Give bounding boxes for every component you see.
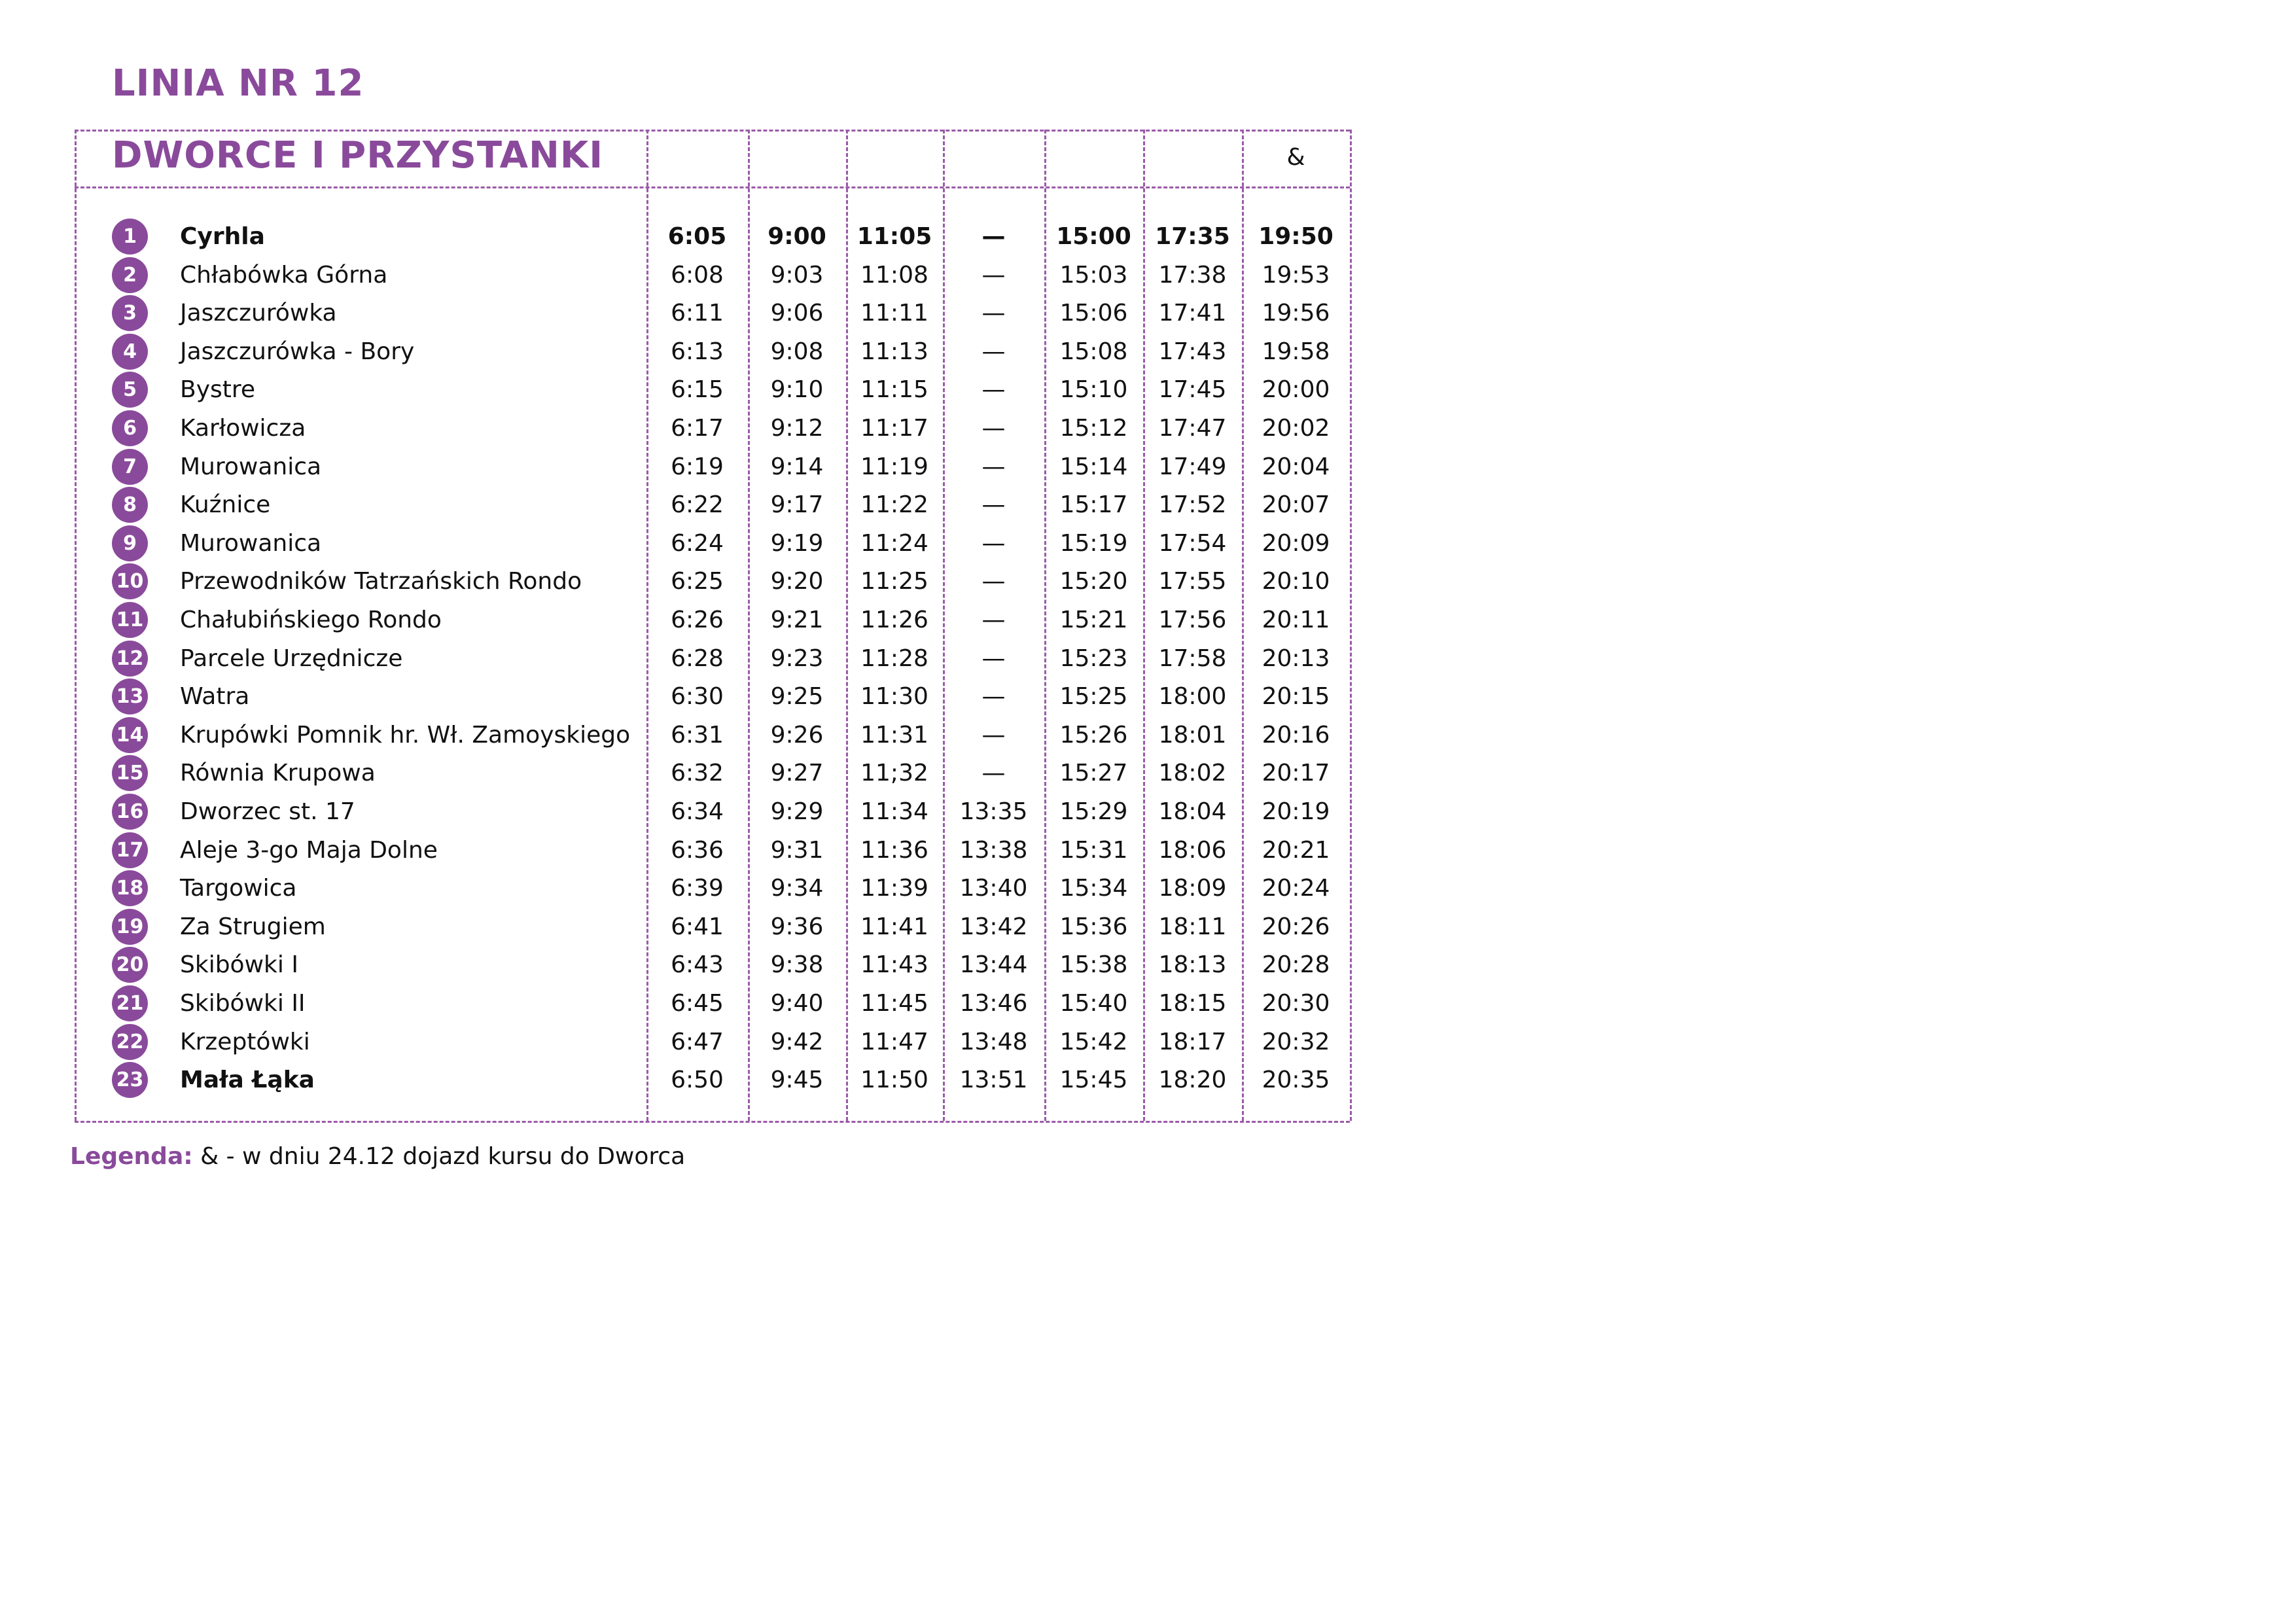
departure-time: 15:23 bbox=[1059, 645, 1128, 672]
departure-time: 17:43 bbox=[1158, 338, 1227, 365]
stop-number-badge: 8 bbox=[112, 487, 148, 523]
departure-time: 15:42 bbox=[1059, 1029, 1128, 1055]
departure-time: 18:02 bbox=[1158, 760, 1227, 786]
departure-time: 6:08 bbox=[671, 262, 724, 289]
departure-time: 20:21 bbox=[1262, 837, 1330, 864]
departure-time: 15:31 bbox=[1059, 837, 1128, 864]
departure-time: 20:07 bbox=[1262, 491, 1330, 518]
legend-key: Legenda: bbox=[70, 1143, 193, 1170]
departure-time: 11:47 bbox=[860, 1029, 928, 1055]
departure-time: 6:24 bbox=[671, 530, 724, 557]
stop-name: Krzeptówki bbox=[180, 1029, 310, 1055]
departure-time: 15:14 bbox=[1059, 453, 1128, 480]
departure-time: 9:29 bbox=[770, 798, 824, 825]
stop-name: Bystre bbox=[180, 376, 256, 403]
departure-time: 6:11 bbox=[671, 300, 724, 327]
departure-time: 17:49 bbox=[1158, 453, 1227, 480]
departure-time: 17:56 bbox=[1158, 607, 1227, 633]
departure-time: 18:09 bbox=[1158, 875, 1227, 902]
stop-number-badge: 7 bbox=[112, 449, 148, 485]
stop-number-badge: 20 bbox=[112, 947, 148, 983]
departure-time: 17:47 bbox=[1158, 415, 1227, 442]
departure-time: 17:45 bbox=[1158, 376, 1227, 403]
departure-time: 20:26 bbox=[1262, 913, 1330, 940]
stop-number-badge: 13 bbox=[112, 679, 148, 715]
departure-time: 15:45 bbox=[1059, 1067, 1128, 1093]
departure-time: 6:30 bbox=[671, 683, 724, 710]
departure-time: 17:58 bbox=[1158, 645, 1227, 672]
stop-number-badge: 6 bbox=[112, 410, 148, 446]
departure-time: 11:43 bbox=[860, 951, 928, 978]
stop-number-badge: 12 bbox=[112, 641, 148, 677]
stop-name: Krupówki Pomnik hr. Wł. Zamoyskiego bbox=[180, 722, 631, 749]
column-header-mark: & bbox=[1286, 144, 1305, 171]
departure-time: 9:27 bbox=[770, 760, 824, 786]
departure-time: 6:43 bbox=[671, 951, 724, 978]
stop-name: Cyrhla bbox=[180, 223, 265, 250]
departure-time: 15:40 bbox=[1059, 990, 1128, 1017]
departure-time: 6:28 bbox=[671, 645, 724, 672]
departure-time: — bbox=[981, 453, 1006, 480]
departure-time: 11;32 bbox=[860, 760, 928, 786]
departure-time: — bbox=[981, 722, 1006, 749]
departure-time: 9:10 bbox=[770, 376, 824, 403]
departure-time: 13:46 bbox=[959, 990, 1028, 1017]
departure-time: 9:19 bbox=[770, 530, 824, 557]
departure-time: 11:05 bbox=[857, 223, 932, 250]
departure-time: 6:39 bbox=[671, 875, 724, 902]
departure-time: 6:15 bbox=[671, 376, 724, 403]
departure-time: 15:12 bbox=[1059, 415, 1128, 442]
departure-time: 15:38 bbox=[1059, 951, 1128, 978]
departure-time: 11:19 bbox=[860, 453, 928, 480]
departure-time: 18:04 bbox=[1158, 798, 1227, 825]
departure-time: 17:54 bbox=[1158, 530, 1227, 557]
table-border-left bbox=[75, 130, 77, 1121]
departure-time: 19:50 bbox=[1258, 223, 1333, 250]
stop-number-badge: 23 bbox=[112, 1062, 148, 1098]
departure-time: 6:31 bbox=[671, 722, 724, 749]
column-divider bbox=[1350, 130, 1352, 1121]
stop-name: Murowanica bbox=[180, 453, 322, 480]
departure-time: 9:25 bbox=[770, 683, 824, 710]
departure-time: 9:26 bbox=[770, 722, 824, 749]
departure-time: 20:00 bbox=[1262, 376, 1330, 403]
stop-name: Mała Łąka bbox=[180, 1067, 315, 1093]
stop-name: Przewodników Tatrzańskich Rondo bbox=[180, 568, 582, 595]
departure-time: 13:51 bbox=[959, 1067, 1028, 1093]
stop-name: Watra bbox=[180, 683, 250, 710]
departure-time: 20:02 bbox=[1262, 415, 1330, 442]
stop-number-badge: 3 bbox=[112, 295, 148, 331]
departure-time: 20:24 bbox=[1262, 875, 1330, 902]
departure-time: — bbox=[981, 415, 1006, 442]
departure-time: 11:41 bbox=[860, 913, 928, 940]
departure-time: 20:30 bbox=[1262, 990, 1330, 1017]
stop-name: Aleje 3-go Maja Dolne bbox=[180, 837, 438, 864]
departure-time: 9:31 bbox=[770, 837, 824, 864]
stop-name: Skibówki I bbox=[180, 951, 298, 978]
stop-name: Murowanica bbox=[180, 530, 322, 557]
stop-name: Jaszczurówka bbox=[180, 300, 337, 327]
departure-time: 9:03 bbox=[770, 262, 824, 289]
departure-time: 9:36 bbox=[770, 913, 824, 940]
departure-time: — bbox=[981, 223, 1006, 250]
departure-time: 15:03 bbox=[1059, 262, 1128, 289]
departure-time: 6:50 bbox=[671, 1067, 724, 1093]
departure-time: 20:32 bbox=[1262, 1029, 1330, 1055]
departure-time: 19:58 bbox=[1262, 338, 1330, 365]
departure-time: 11:26 bbox=[860, 607, 928, 633]
departure-time: 6:13 bbox=[671, 338, 724, 365]
stop-number-badge: 10 bbox=[112, 563, 148, 599]
departure-time: — bbox=[981, 607, 1006, 633]
stop-number-badge: 22 bbox=[112, 1024, 148, 1060]
stop-number-badge: 2 bbox=[112, 257, 148, 293]
departure-time: 9:12 bbox=[770, 415, 824, 442]
line-title: LINIA NR 12 bbox=[112, 62, 364, 105]
departure-time: 11:13 bbox=[860, 338, 928, 365]
departure-time: 15:19 bbox=[1059, 530, 1128, 557]
departure-time: 20:19 bbox=[1262, 798, 1330, 825]
stop-name: Za Strugiem bbox=[180, 913, 326, 940]
departure-time: 13:38 bbox=[959, 837, 1028, 864]
stop-number-badge: 17 bbox=[112, 832, 148, 868]
stop-name: Jaszczurówka - Bory bbox=[180, 338, 415, 365]
departure-time: 15:20 bbox=[1059, 568, 1128, 595]
departure-time: 13:44 bbox=[959, 951, 1028, 978]
departure-time: 6:05 bbox=[667, 223, 727, 250]
departure-time: 13:48 bbox=[959, 1029, 1028, 1055]
stop-number-badge: 15 bbox=[112, 755, 148, 791]
departure-time: 11:08 bbox=[860, 262, 928, 289]
stop-name: Karłowicza bbox=[180, 415, 306, 442]
stop-name: Parcele Urzędnicze bbox=[180, 645, 403, 672]
departure-time: 20:10 bbox=[1262, 568, 1330, 595]
stop-number-badge: 4 bbox=[112, 334, 148, 370]
departure-time: 11:24 bbox=[860, 530, 928, 557]
departure-time: 20:17 bbox=[1262, 760, 1330, 786]
departure-time: 11:11 bbox=[860, 300, 928, 327]
departure-time: — bbox=[981, 568, 1006, 595]
stop-number-badge: 11 bbox=[112, 602, 148, 638]
departure-time: 17:55 bbox=[1158, 568, 1227, 595]
stop-name: Kuźnice bbox=[180, 491, 271, 518]
departure-time: 15:29 bbox=[1059, 798, 1128, 825]
departure-time: 20:11 bbox=[1262, 607, 1330, 633]
header-divider bbox=[75, 186, 1350, 188]
departure-time: — bbox=[981, 338, 1006, 365]
departure-time: — bbox=[981, 760, 1006, 786]
departure-time: 9:42 bbox=[770, 1029, 824, 1055]
departure-time: 13:40 bbox=[959, 875, 1028, 902]
stop-name: Targowica bbox=[180, 875, 297, 902]
departure-time: 15:26 bbox=[1059, 722, 1128, 749]
stop-name: Skibówki II bbox=[180, 990, 306, 1017]
departure-time: 18:20 bbox=[1158, 1067, 1227, 1093]
departure-time: — bbox=[981, 683, 1006, 710]
departure-time: 9:06 bbox=[770, 300, 824, 327]
departure-time: 9:34 bbox=[770, 875, 824, 902]
departure-time: 9:08 bbox=[770, 338, 824, 365]
stop-number-badge: 5 bbox=[112, 372, 148, 408]
departure-time: 6:45 bbox=[671, 990, 724, 1017]
stop-number-badge: 9 bbox=[112, 525, 148, 561]
departure-time: 9:23 bbox=[770, 645, 824, 672]
departure-time: 15:34 bbox=[1059, 875, 1128, 902]
departure-time: 20:13 bbox=[1262, 645, 1330, 672]
departure-time: 13:42 bbox=[959, 913, 1028, 940]
stop-name: Równia Krupowa bbox=[180, 760, 376, 786]
table-border-bottom bbox=[75, 1121, 1350, 1123]
departure-time: 15:10 bbox=[1059, 376, 1128, 403]
departure-time: 11:30 bbox=[860, 683, 928, 710]
departure-time: 20:28 bbox=[1262, 951, 1330, 978]
departure-time: 15:36 bbox=[1059, 913, 1128, 940]
departure-time: 20:09 bbox=[1262, 530, 1330, 557]
departure-time: 6:25 bbox=[671, 568, 724, 595]
stop-number-badge: 21 bbox=[112, 985, 148, 1021]
stop-name: Dworzec st. 17 bbox=[180, 798, 355, 825]
departure-time: 11:15 bbox=[860, 376, 928, 403]
stop-number-badge: 1 bbox=[112, 219, 148, 255]
legend-text: & - w dniu 24.12 dojazd kursu do Dworca bbox=[200, 1143, 686, 1170]
departure-time: 18:06 bbox=[1158, 837, 1227, 864]
departure-time: 6:36 bbox=[671, 837, 724, 864]
departure-time: 15:27 bbox=[1059, 760, 1128, 786]
departure-time: 15:17 bbox=[1059, 491, 1128, 518]
departure-time: 11:22 bbox=[860, 491, 928, 518]
departure-time: 11:28 bbox=[860, 645, 928, 672]
departure-time: 18:11 bbox=[1158, 913, 1227, 940]
departure-time: 11:36 bbox=[860, 837, 928, 864]
departure-time: 15:21 bbox=[1059, 607, 1128, 633]
departure-time: — bbox=[981, 491, 1006, 518]
departure-time: 18:15 bbox=[1158, 990, 1227, 1017]
departure-time: 19:53 bbox=[1262, 262, 1330, 289]
departure-time: 13:35 bbox=[959, 798, 1028, 825]
departure-time: — bbox=[981, 645, 1006, 672]
departure-time: 9:40 bbox=[770, 990, 824, 1017]
departure-time: 11:34 bbox=[860, 798, 928, 825]
departure-time: 9:21 bbox=[770, 607, 824, 633]
legend bbox=[70, 1143, 685, 1170]
stop-number-badge: 14 bbox=[112, 717, 148, 753]
departure-time: 18:01 bbox=[1158, 722, 1227, 749]
departure-time: 6:26 bbox=[671, 607, 724, 633]
departure-time: 17:41 bbox=[1158, 300, 1227, 327]
stop-name: Chłabówka Górna bbox=[180, 262, 388, 289]
departure-time: 20:15 bbox=[1262, 683, 1330, 710]
departure-time: 11:39 bbox=[860, 875, 928, 902]
departure-time: 6:47 bbox=[671, 1029, 724, 1055]
departure-time: — bbox=[981, 262, 1006, 289]
departure-time: 11:25 bbox=[860, 568, 928, 595]
departure-time: — bbox=[981, 300, 1006, 327]
departure-time: — bbox=[981, 530, 1006, 557]
stop-number-badge: 16 bbox=[112, 794, 148, 830]
departure-time: 9:17 bbox=[770, 491, 824, 518]
departure-time: 20:35 bbox=[1262, 1067, 1330, 1093]
departure-time: 15:08 bbox=[1059, 338, 1128, 365]
table-border-top bbox=[75, 130, 1350, 132]
departure-time: 6:34 bbox=[671, 798, 724, 825]
departure-time: 9:00 bbox=[768, 223, 826, 250]
stop-number-badge: 19 bbox=[112, 909, 148, 945]
departure-time: 6:19 bbox=[671, 453, 724, 480]
stop-number-badge: 18 bbox=[112, 870, 148, 906]
departure-time: 15:06 bbox=[1059, 300, 1128, 327]
stops-column-header: DWORCE I PRZYSTANKI bbox=[112, 134, 604, 177]
departure-time: 20:16 bbox=[1262, 722, 1330, 749]
departure-time: 18:00 bbox=[1158, 683, 1227, 710]
departure-time: — bbox=[981, 376, 1006, 403]
departure-time: 11:50 bbox=[860, 1067, 928, 1093]
departure-time: 6:32 bbox=[671, 760, 724, 786]
departure-time: 11:31 bbox=[860, 722, 928, 749]
stop-name: Chałubińskiego Rondo bbox=[180, 607, 442, 633]
departure-time: 18:17 bbox=[1158, 1029, 1227, 1055]
departure-time: 15:25 bbox=[1059, 683, 1128, 710]
departure-time: 18:13 bbox=[1158, 951, 1227, 978]
departure-time: 6:17 bbox=[671, 415, 724, 442]
departure-time: 20:04 bbox=[1262, 453, 1330, 480]
departure-time: 9:45 bbox=[770, 1067, 824, 1093]
departure-time: 9:20 bbox=[770, 568, 824, 595]
departure-time: 11:17 bbox=[860, 415, 928, 442]
departure-time: 19:56 bbox=[1262, 300, 1330, 327]
departure-time: 6:41 bbox=[671, 913, 724, 940]
departure-time: 6:22 bbox=[671, 491, 724, 518]
departure-time: 17:35 bbox=[1155, 223, 1230, 250]
departure-time: 9:14 bbox=[770, 453, 824, 480]
departure-time: 9:38 bbox=[770, 951, 824, 978]
departure-time: 15:00 bbox=[1056, 223, 1131, 250]
departure-time: 11:45 bbox=[860, 990, 928, 1017]
departure-time: 17:38 bbox=[1158, 262, 1227, 289]
departure-time: 17:52 bbox=[1158, 491, 1227, 518]
